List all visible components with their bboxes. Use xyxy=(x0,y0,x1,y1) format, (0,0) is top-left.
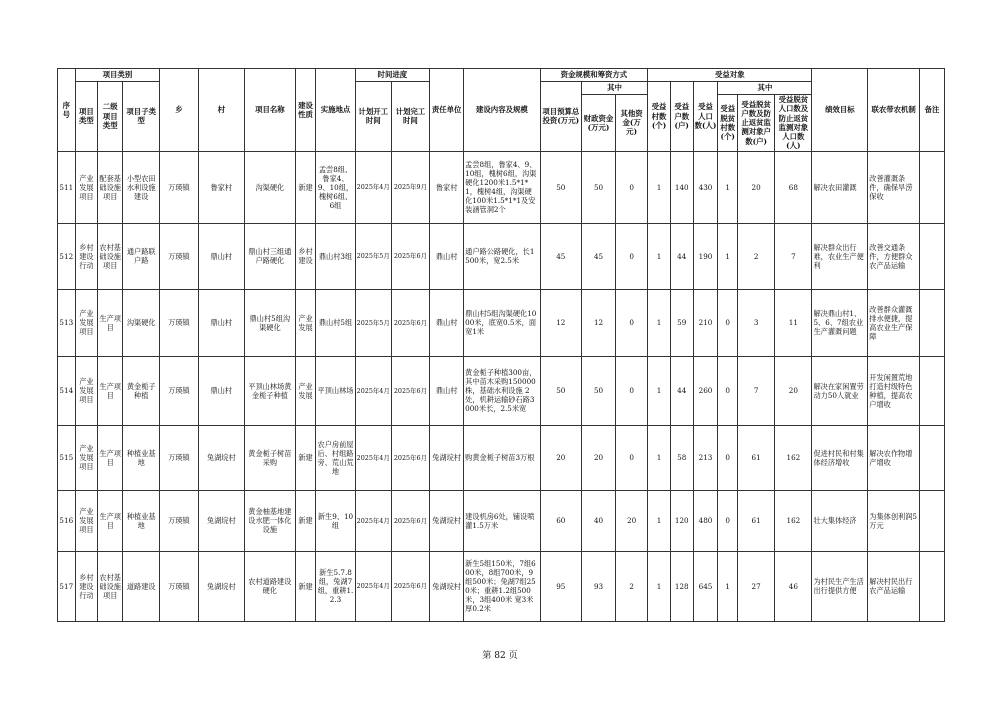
project-table xyxy=(57,68,945,622)
row-project-type: 产业发展项目 xyxy=(75,356,98,425)
row-goal: 解决在家闲置劳动力50人就业 xyxy=(812,356,868,425)
row-remarks xyxy=(919,289,944,356)
row-poor-households: 7 xyxy=(738,356,775,425)
row-ben-population: 213 xyxy=(693,425,718,490)
page-number: 第 82 页 xyxy=(482,651,518,661)
row-start: 2025年4月 xyxy=(355,490,391,551)
row-fiscal: 50 xyxy=(581,151,615,223)
row-township: 万瑛镇 xyxy=(160,151,198,223)
row-seq: 515 xyxy=(58,425,76,490)
row-budget: 20 xyxy=(540,425,581,490)
row-poor-households: 3 xyxy=(738,289,775,356)
row-start: 2025年4月 xyxy=(355,151,391,223)
row-location: 鼎山村5组 xyxy=(316,289,355,356)
table-row xyxy=(58,151,945,223)
row-mechanism: 为集体创利润5万元 xyxy=(868,490,920,551)
header-beneficiary-group: 受益对象 xyxy=(648,69,812,82)
row-end: 2025年6月 xyxy=(391,356,429,425)
row-fiscal: 93 xyxy=(581,551,615,621)
row-goal: 解决农田灌溉 xyxy=(812,151,868,223)
row-nature: 乡村建设 xyxy=(295,223,316,289)
row-poor-population: 7 xyxy=(775,223,812,289)
header-start: 计划开工时间 xyxy=(355,82,391,152)
row-location: 孟尝8组、鲁家4、9、10组，槐树6组、6组 xyxy=(316,151,355,223)
row-village: 兔湖垸村 xyxy=(198,490,245,551)
row-fiscal: 45 xyxy=(581,223,615,289)
row-unit: 兔湖垸村 xyxy=(430,551,464,621)
row-project-type: 乡村建设行动 xyxy=(75,223,98,289)
row-sub-type: 种植业基地 xyxy=(123,425,160,490)
row-sub-type: 道路建设 xyxy=(123,551,160,621)
row-seq: 517 xyxy=(58,551,76,621)
row-budget: 60 xyxy=(540,490,581,551)
row-poor-population: 46 xyxy=(775,551,812,621)
row-ben-villages: 1 xyxy=(648,223,671,289)
header-ben-population: 受益人口数(人) xyxy=(693,82,718,152)
row-remarks xyxy=(919,356,944,425)
row-project-type: 产业发展项目 xyxy=(75,425,98,490)
row-ben-villages: 1 xyxy=(648,425,671,490)
row-project-name: 沟渠硬化 xyxy=(245,151,296,223)
row-other: 2 xyxy=(616,551,648,621)
row-secondary-type: 生产项目 xyxy=(98,356,123,425)
row-poor-population: 162 xyxy=(775,490,812,551)
row-nature: 新建 xyxy=(295,425,316,490)
row-content: 孟尝8组，鲁家4、9、10组，槐树6组，沟渠硬化1200米1.5*1*1，槐树4组，沟渠硬化100米1.5*1*1及安装涵管洞2个 xyxy=(464,151,540,223)
row-village: 鼎山村 xyxy=(198,289,245,356)
header-project-name: 项目名称 xyxy=(245,69,296,152)
row-project-name: 黄金柚基地建设水肥一体化设施 xyxy=(245,490,296,551)
row-poor-villages: 0 xyxy=(718,425,738,490)
row-ben-population: 430 xyxy=(693,151,718,223)
header-content: 建设内容及规模 xyxy=(464,69,540,152)
row-ben-population: 645 xyxy=(693,551,718,621)
row-unit: 鼎山村 xyxy=(430,289,464,356)
header-ben-villages: 受益村数(个) xyxy=(648,82,671,152)
row-project-name: 鼎山村5组沟渠硬化 xyxy=(245,289,296,356)
row-other: 0 xyxy=(616,151,648,223)
row-fiscal: 40 xyxy=(581,490,615,551)
row-budget: 50 xyxy=(540,356,581,425)
row-content: 购黄金栀子树苗3万根 xyxy=(464,425,540,490)
header-village: 村 xyxy=(198,69,245,152)
row-end: 2025年6月 xyxy=(391,425,429,490)
row-location: 鼎山村3组 xyxy=(316,223,355,289)
row-ben-households: 44 xyxy=(670,223,693,289)
row-mechanism: 改善群众灌溉排水便捷，提高农业生产保障 xyxy=(868,289,920,356)
row-poor-households: 61 xyxy=(738,425,775,490)
header-poor-households: 受益脱贫户数及防止返贫监测对象户数(户) xyxy=(738,95,775,152)
table-row xyxy=(58,223,945,289)
row-nature: 新建 xyxy=(295,490,316,551)
row-fiscal: 20 xyxy=(581,425,615,490)
row-start: 2025年5月 xyxy=(355,289,391,356)
row-mechanism: 解决农作物增产增收 xyxy=(868,425,920,490)
header-fiscal: 财政资金(万元) xyxy=(581,95,615,152)
row-ben-households: 128 xyxy=(670,551,693,621)
row-start: 2025年4月 xyxy=(355,551,391,621)
row-ben-households: 59 xyxy=(670,289,693,356)
row-ben-households: 140 xyxy=(670,151,693,223)
header-location: 实施地点 xyxy=(316,69,355,152)
row-poor-villages: 1 xyxy=(718,551,738,621)
row-ben-villages: 1 xyxy=(648,151,671,223)
row-other: 0 xyxy=(616,223,648,289)
row-goal: 为村民生产生活出行提供方便 xyxy=(812,551,868,621)
row-ben-population: 210 xyxy=(693,289,718,356)
header-nature: 建设性质 xyxy=(295,69,316,152)
header-funding-of-which: 其中 xyxy=(581,82,647,95)
row-ben-villages: 1 xyxy=(648,356,671,425)
row-end: 2025年6月 xyxy=(391,289,429,356)
row-township: 万瑛镇 xyxy=(160,289,198,356)
header-township: 乡 xyxy=(160,69,198,152)
row-secondary-type: 生产项目 xyxy=(98,425,123,490)
row-location: 新生9、10组 xyxy=(316,490,355,551)
table-body xyxy=(58,151,945,621)
row-township: 万瑛镇 xyxy=(160,490,198,551)
row-nature: 产业发展 xyxy=(295,356,316,425)
row-sub-type: 种植业基地 xyxy=(123,490,160,551)
row-sub-type: 沟渠硬化 xyxy=(123,289,160,356)
row-remarks xyxy=(919,551,944,621)
row-start: 2025年5月 xyxy=(355,223,391,289)
row-poor-population: 162 xyxy=(775,425,812,490)
row-village: 兔湖垸村 xyxy=(198,425,245,490)
row-poor-population: 20 xyxy=(775,356,812,425)
row-goal: 促进村民和村集体经济增收 xyxy=(812,425,868,490)
row-goal: 壮大集体经济 xyxy=(812,490,868,551)
row-seq: 516 xyxy=(58,490,76,551)
row-township: 万瑛镇 xyxy=(160,425,198,490)
row-goal: 解决鼎山村1、5、6、7组农业生产灌溉问题 xyxy=(812,289,868,356)
row-location: 平顶山林场 xyxy=(316,356,355,425)
row-sub-type: 通户路联户路 xyxy=(123,223,160,289)
header-remarks: 备注 xyxy=(919,69,944,152)
row-mechanism: 改善灌溉条件，确保旱涝保收 xyxy=(868,151,920,223)
row-secondary-type: 农村基础设施项目 xyxy=(98,223,123,289)
row-village: 鲁家村 xyxy=(198,151,245,223)
header-funding-group: 资金规模和筹资方式 xyxy=(540,69,648,82)
row-budget: 45 xyxy=(540,223,581,289)
row-seq: 512 xyxy=(58,223,76,289)
row-poor-villages: 1 xyxy=(718,151,738,223)
row-unit: 鲁家村 xyxy=(430,151,464,223)
row-ben-villages: 1 xyxy=(648,551,671,621)
header-poor-population: 受益脱贫人口数及防止返贫监测对象人口数(人) xyxy=(775,95,812,152)
row-ben-villages: 1 xyxy=(648,289,671,356)
header-seq: 序号 xyxy=(58,69,76,152)
row-seq: 513 xyxy=(58,289,76,356)
row-mechanism: 开发闲置荒地打造村级特色种植，提高农户增收 xyxy=(868,356,920,425)
row-poor-households: 20 xyxy=(738,151,775,223)
row-end: 2025年6月 xyxy=(391,551,429,621)
row-nature: 产业发展 xyxy=(295,289,316,356)
row-poor-villages: 0 xyxy=(718,490,738,551)
row-remarks xyxy=(919,425,944,490)
row-remarks xyxy=(919,223,944,289)
header-secondary-type: 二级项目类型 xyxy=(98,82,123,152)
row-ben-population: 190 xyxy=(693,223,718,289)
row-poor-villages: 0 xyxy=(718,356,738,425)
row-content: 通户路公路硬化，长1500米，宽2.5米 xyxy=(464,223,540,289)
table-row xyxy=(58,289,945,356)
row-mechanism: 改善交通条件，方便群众农产品运输 xyxy=(868,223,920,289)
row-secondary-type: 生产项目 xyxy=(98,289,123,356)
row-location: 农户房前屋后、村组路旁、荒山荒地 xyxy=(316,425,355,490)
header-goal: 绩效目标 xyxy=(812,69,868,152)
row-project-type: 产业发展项目 xyxy=(75,289,98,356)
row-unit: 鼎山村 xyxy=(430,356,464,425)
row-unit: 兔湖垸村 xyxy=(430,425,464,490)
row-secondary-type: 配套基础设施项目 xyxy=(98,151,123,223)
table-row xyxy=(58,425,945,490)
table-row xyxy=(58,356,945,425)
row-secondary-type: 农村基础设施项目 xyxy=(98,551,123,621)
row-project-name: 平顶山林场黄金栀子种植 xyxy=(245,356,296,425)
row-ben-households: 44 xyxy=(670,356,693,425)
row-goal: 解决群众出行难，农业生产便利 xyxy=(812,223,868,289)
row-township: 万瑛镇 xyxy=(160,223,198,289)
row-project-type: 乡村建设行动 xyxy=(75,551,98,621)
row-location: 新生5.7.8组，兔湖7组，重耕1.2.3 xyxy=(316,551,355,621)
row-ben-villages: 1 xyxy=(648,490,671,551)
header-ben-households: 受益户数(户) xyxy=(670,82,693,152)
row-content: 黄金栀子种植300亩，其中苗木采购150000株，基础水利设施 2处，机耕运输砂石路3000米长，2.5米宽 xyxy=(464,356,540,425)
row-village: 鼎山村 xyxy=(198,356,245,425)
header-ben-of-which: 其中 xyxy=(718,82,812,95)
row-end: 2025年6月 xyxy=(391,490,429,551)
row-project-name: 黄金栀子树苗采购 xyxy=(245,425,296,490)
header-sub-type: 项目子类型 xyxy=(123,82,160,152)
row-other: 20 xyxy=(616,490,648,551)
row-budget: 95 xyxy=(540,551,581,621)
row-content: 建设机房6处，铺设喷灌1.5万米 xyxy=(464,490,540,551)
row-ben-households: 120 xyxy=(670,490,693,551)
row-ben-population: 260 xyxy=(693,356,718,425)
row-fiscal: 12 xyxy=(581,289,615,356)
header-end: 计划完工时间 xyxy=(391,82,429,152)
row-content: 鼎山村5组沟渠硬化1000米，底宽0.5米，面宽1米 xyxy=(464,289,540,356)
table-row xyxy=(58,490,945,551)
row-project-name: 鼎山村三组通户路硬化 xyxy=(245,223,296,289)
row-seq: 514 xyxy=(58,356,76,425)
header-category-group: 项目类别 xyxy=(75,69,160,82)
row-ben-households: 58 xyxy=(670,425,693,490)
row-seq: 511 xyxy=(58,151,76,223)
table-row xyxy=(58,551,945,621)
header-poor-villages: 受益脱贫村数(个) xyxy=(718,95,738,152)
row-project-type: 产业发展项目 xyxy=(75,490,98,551)
header-schedule-group: 时间进度 xyxy=(355,69,429,82)
row-budget: 50 xyxy=(540,151,581,223)
header-budget: 项目预算总投资(万元) xyxy=(540,82,581,152)
header-mechanism: 联农带农机制 xyxy=(868,69,920,152)
row-poor-population: 11 xyxy=(775,289,812,356)
header-project-type: 项目类型 xyxy=(75,82,98,152)
row-poor-households: 27 xyxy=(738,551,775,621)
row-sub-type: 黄金栀子种植 xyxy=(123,356,160,425)
row-unit: 兔湖垸村 xyxy=(430,490,464,551)
row-other: 0 xyxy=(616,289,648,356)
row-nature: 新建 xyxy=(295,151,316,223)
row-nature: 新建 xyxy=(295,551,316,621)
row-township: 万瑛镇 xyxy=(160,551,198,621)
row-poor-households: 61 xyxy=(738,490,775,551)
row-other: 0 xyxy=(616,425,648,490)
row-secondary-type: 生产项目 xyxy=(98,490,123,551)
row-start: 2025年4月 xyxy=(355,356,391,425)
row-poor-villages: 0 xyxy=(718,289,738,356)
row-start: 2025年4月 xyxy=(355,425,391,490)
row-poor-population: 68 xyxy=(775,151,812,223)
row-sub-type: 小型农田水利设施建设 xyxy=(123,151,160,223)
row-village: 鼎山村 xyxy=(198,223,245,289)
row-project-type: 产业发展项目 xyxy=(75,151,98,223)
row-remarks xyxy=(919,151,944,223)
header-other: 其他资金(万元) xyxy=(616,95,648,152)
row-poor-households: 2 xyxy=(738,223,775,289)
row-village: 兔湖垸村 xyxy=(198,551,245,621)
row-budget: 12 xyxy=(540,289,581,356)
row-other: 0 xyxy=(616,356,648,425)
row-project-name: 农村道路建设硬化 xyxy=(245,551,296,621)
row-mechanism: 解决村民出行农产品运输 xyxy=(868,551,920,621)
row-unit: 鼎山村 xyxy=(430,223,464,289)
row-fiscal: 50 xyxy=(581,356,615,425)
row-remarks xyxy=(919,490,944,551)
row-end: 2025年9月 xyxy=(391,151,429,223)
row-township: 万瑛镇 xyxy=(160,356,198,425)
row-content: 新生5组150米，7组600米，8组700米，9组500米；兔湖7组250米；重耕1.2组500米，3组400米 宽3米 厚0.2米 xyxy=(464,551,540,621)
row-ben-population: 480 xyxy=(693,490,718,551)
row-end: 2025年6月 xyxy=(391,223,429,289)
row-poor-villages: 1 xyxy=(718,223,738,289)
header-unit: 责任单位 xyxy=(430,69,464,152)
